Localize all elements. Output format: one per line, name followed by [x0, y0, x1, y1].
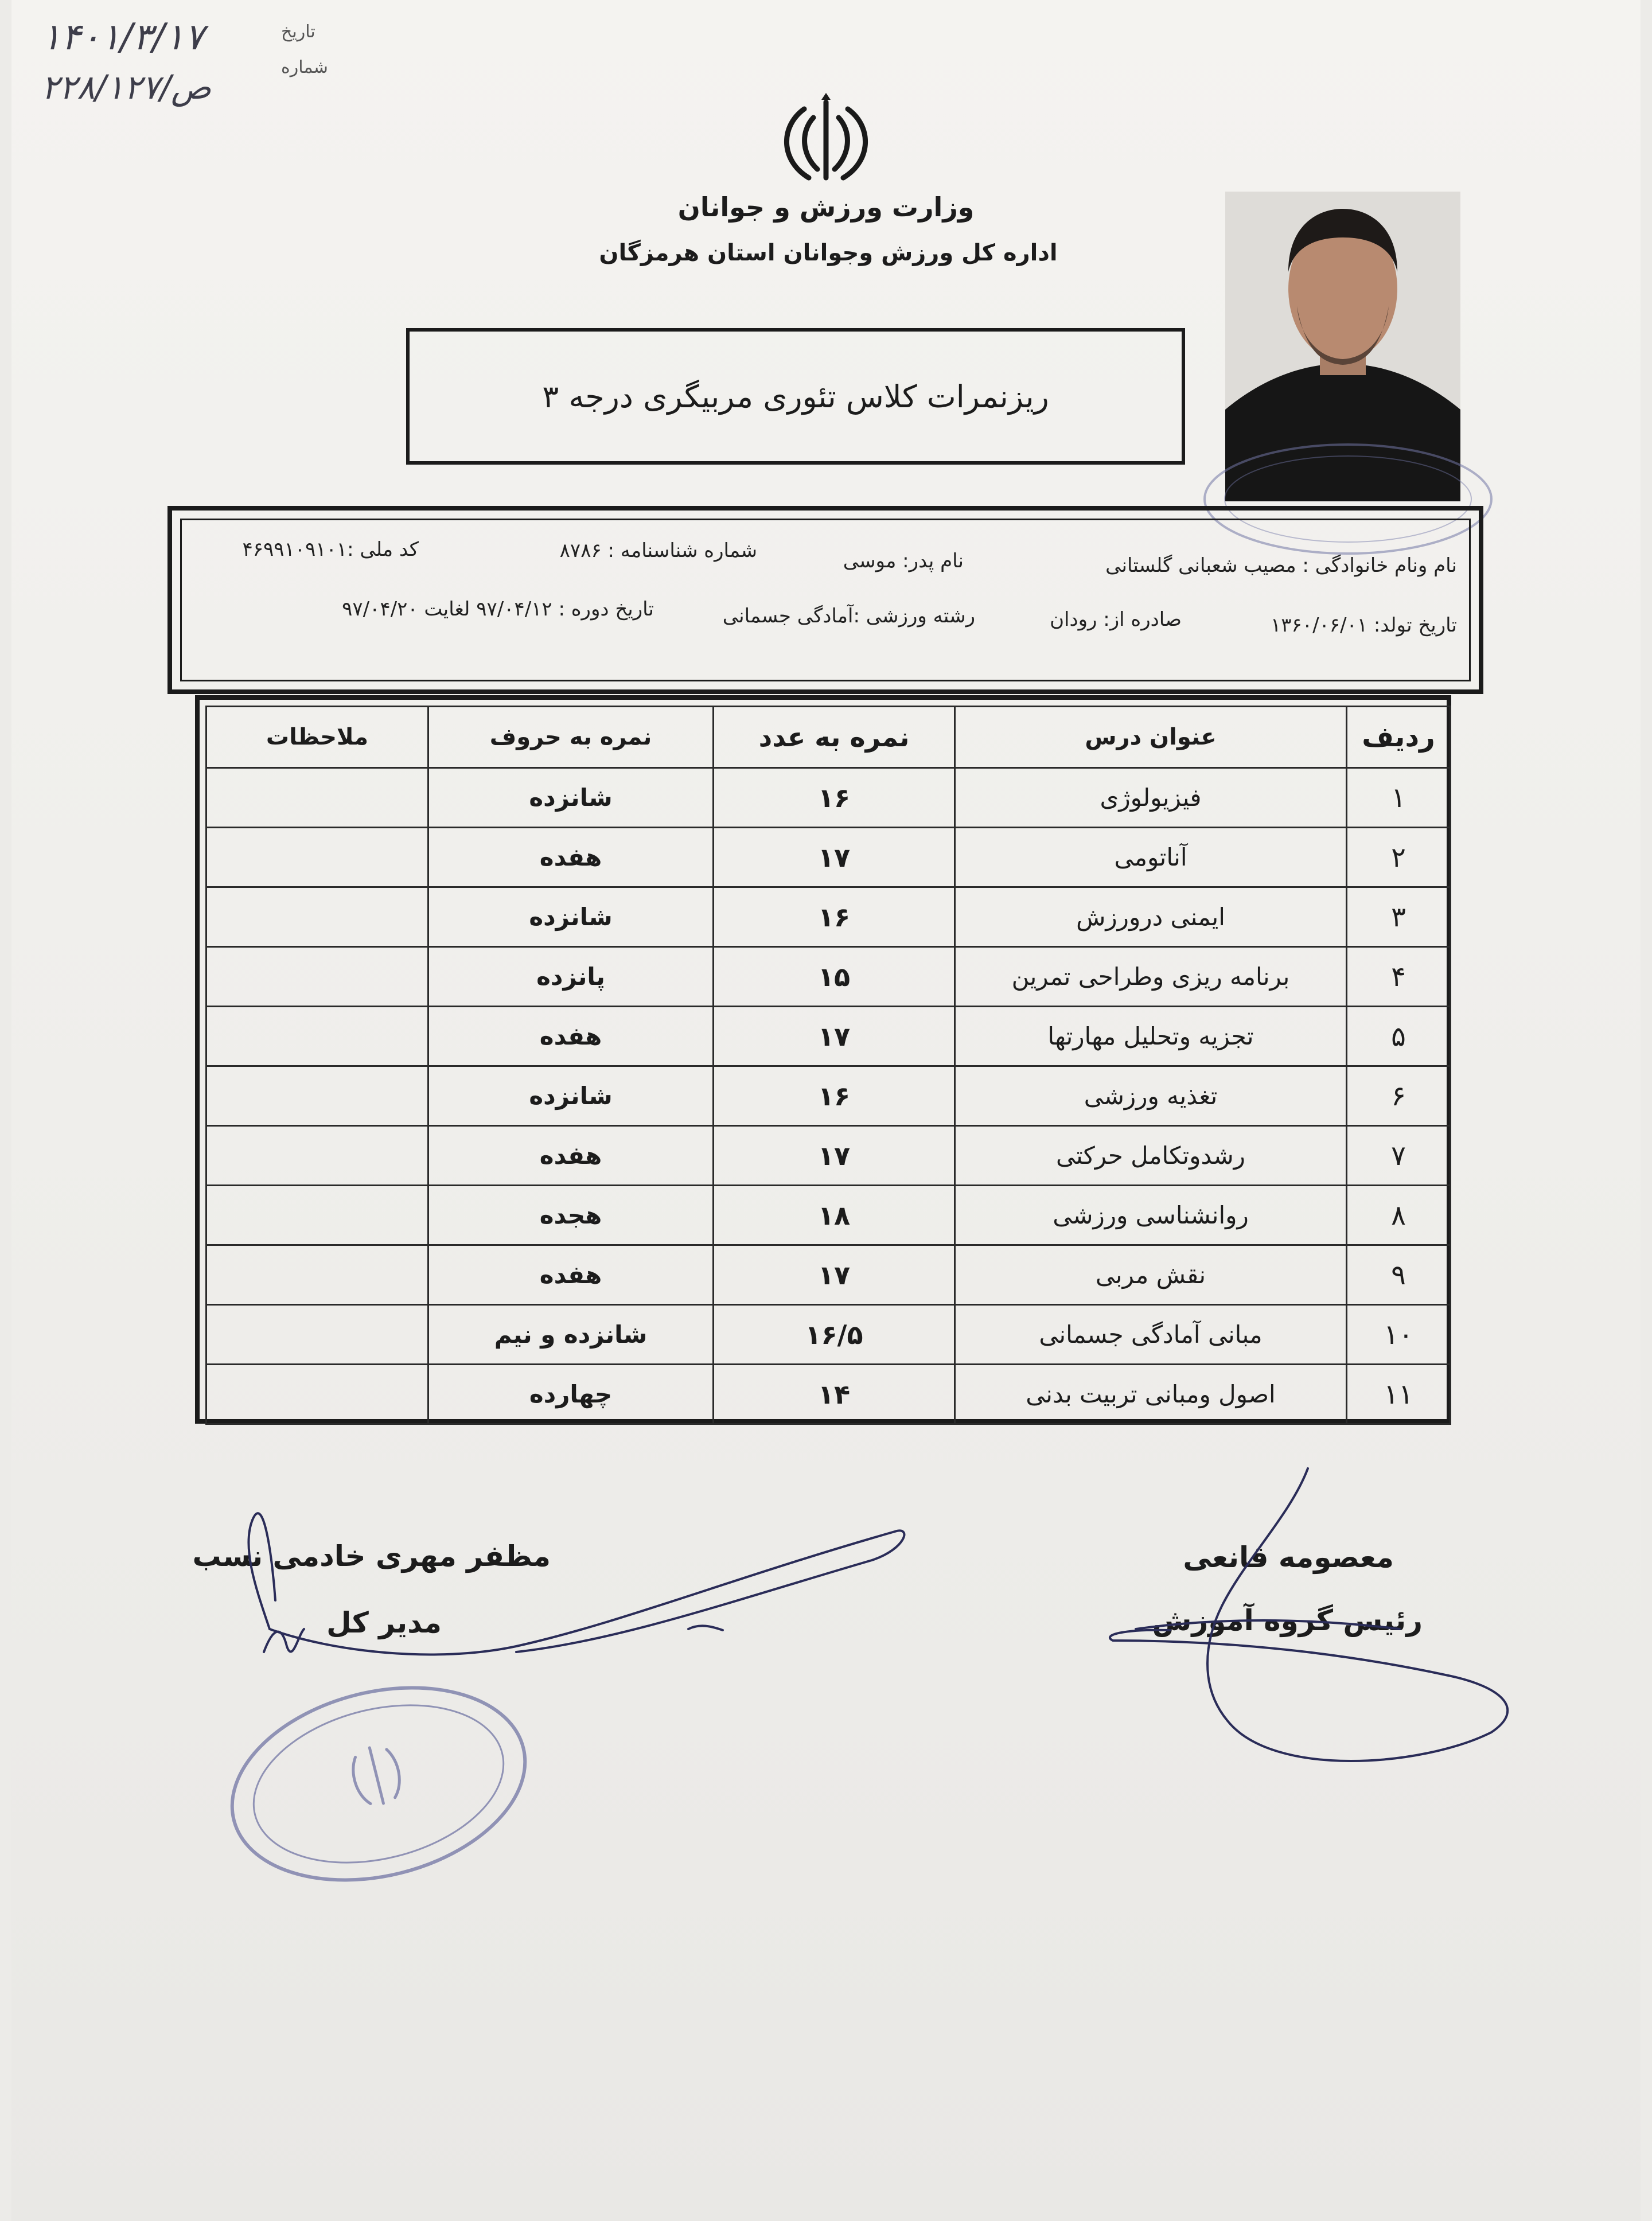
- grade-words-cell: شانزده: [428, 768, 714, 828]
- grade-notes-cell: [206, 1007, 428, 1066]
- header-row-number: ردیف: [1347, 707, 1451, 768]
- grade-number-cell: ۱۷: [714, 1245, 955, 1305]
- table-row: [206, 828, 1451, 887]
- table-row: [206, 887, 1451, 947]
- grade-words-cell: پانزده: [428, 947, 714, 1007]
- grade-notes-cell: [206, 1066, 428, 1126]
- header-notes: ملاحظات: [206, 707, 428, 768]
- row-number-cell: ۲: [1347, 828, 1451, 887]
- grade-number-cell: ۱۶: [714, 768, 955, 828]
- director-name: مظفر مهری خادمی نسب: [192, 1540, 551, 1573]
- course-period: تاریخ دوره : ۹۷/۰۴/۱۲ لغایت ۹۷/۰۴/۲۰: [342, 598, 654, 621]
- number-value: ۲۲۸/ص/۱۲۷: [41, 68, 212, 107]
- header-course-title: عنوان درس: [955, 707, 1347, 768]
- course-title-cell: رشدوتکامل حرکتی: [955, 1126, 1347, 1186]
- table-row: [206, 1305, 1451, 1365]
- grade-words-cell: شانزده: [428, 1066, 714, 1126]
- table-row: [206, 1186, 1451, 1245]
- official-stamp-icon: [212, 1675, 545, 1893]
- grade-notes-cell: [206, 1186, 428, 1245]
- grades-table: [205, 706, 1451, 1425]
- row-number-cell: ۶: [1347, 1066, 1451, 1126]
- course-title-cell: تجزیه وتحلیل مهارتها: [955, 1007, 1347, 1066]
- course-title-cell: اصول ومبانی تربیت بدنی: [955, 1365, 1347, 1424]
- table-row: [206, 768, 1451, 828]
- birth-date: تاریخ تولد: ۱۳۶۰/۰۶/۰۱: [1271, 614, 1457, 637]
- education-head-role: رئیس گروه آموزش: [1152, 1604, 1423, 1637]
- grade-words-cell: هفده: [428, 1126, 714, 1186]
- grade-words-cell: هفده: [428, 1245, 714, 1305]
- date-value: ۱۴۰۱/۳/۱۷: [41, 16, 204, 59]
- grade-words-cell: هجده: [428, 1186, 714, 1245]
- father-name: نام پدر: موسی: [843, 550, 964, 572]
- director-role: مدیر کل: [326, 1606, 442, 1639]
- table-row: [206, 1066, 1451, 1126]
- row-number-cell: ۳: [1347, 887, 1451, 947]
- grade-words-cell: چهارده: [428, 1365, 714, 1424]
- course-title-cell: روانشناسی ورزشی: [955, 1186, 1347, 1245]
- course-title-cell: برنامه ریزی وطراحی تمرین: [955, 947, 1347, 1007]
- grade-number-cell: ۱۷: [714, 1007, 955, 1066]
- row-number-cell: ۷: [1347, 1126, 1451, 1186]
- grade-words-cell: شانزده: [428, 887, 714, 947]
- education-head-signature-icon: [1101, 1445, 1526, 1801]
- national-id: کد ملی :۴۶۹۹۱۰۹۱۰۱: [242, 538, 419, 561]
- ministry-name: وزارت ورزش و جوانان: [677, 192, 975, 223]
- table-row: [206, 1245, 1451, 1305]
- table-row: [206, 1365, 1451, 1424]
- row-number-cell: ۱: [1347, 768, 1451, 828]
- table-row: [206, 1007, 1451, 1066]
- course-title-cell: فیزیولوژی: [955, 768, 1347, 828]
- issued-place: صادره از: رودان: [1050, 608, 1182, 631]
- grade-notes-cell: [206, 828, 428, 887]
- header-grade-number: نمره به عدد: [714, 707, 955, 768]
- grade-number-cell: ۱۴: [714, 1365, 955, 1424]
- grade-notes-cell: [206, 1126, 428, 1186]
- grade-notes-cell: [206, 1245, 428, 1305]
- row-number-cell: ۵: [1347, 1007, 1451, 1066]
- grades-table-frame: [195, 695, 1451, 1424]
- grade-notes-cell: [206, 1305, 428, 1365]
- table-row: [206, 1126, 1451, 1186]
- course-title-cell: مبانی آمادگی جسمانی: [955, 1305, 1347, 1365]
- office-name: اداره کل ورزش وجوانان استان هرمزگان: [599, 240, 1058, 266]
- sport-field: رشته ورزشی :آمادگی جسمانی: [722, 605, 975, 628]
- grade-number-cell: ۱۸: [714, 1186, 955, 1245]
- course-title-cell: ایمنی درورزش: [955, 887, 1347, 947]
- grade-notes-cell: [206, 768, 428, 828]
- date-label: تاریخ: [281, 22, 315, 42]
- course-title-cell: نقش مربی: [955, 1245, 1347, 1305]
- row-number-cell: ۱۰: [1347, 1305, 1451, 1365]
- grade-words-cell: هفده: [428, 828, 714, 887]
- iran-emblem-icon: [769, 92, 883, 189]
- table-row: [206, 947, 1451, 1007]
- grade-notes-cell: [206, 947, 428, 1007]
- grade-notes-cell: [206, 1365, 428, 1424]
- grade-number-cell: ۱۶/۵: [714, 1305, 955, 1365]
- grade-notes-cell: [206, 887, 428, 947]
- grade-words-cell: هفده: [428, 1007, 714, 1066]
- row-number-cell: ۱۱: [1347, 1365, 1451, 1424]
- course-title-cell: آناتومی: [955, 828, 1347, 887]
- document-title-text: ریزنمرات کلاس تئوری مربیگری درجه ۳: [542, 378, 1049, 415]
- row-number-cell: ۹: [1347, 1245, 1451, 1305]
- grade-number-cell: ۱۵: [714, 947, 955, 1007]
- birth-certificate-number: شماره شناسنامه : ۸۷۸۶: [559, 539, 757, 562]
- document-title: [406, 328, 1185, 465]
- grade-number-cell: ۱۷: [714, 828, 955, 887]
- table-header-row: [206, 707, 1451, 768]
- header-grade-words: نمره به حروف: [428, 707, 714, 768]
- student-name: نام ونام خانوادگی : مصیب شعبانی گلستانی: [1105, 554, 1457, 577]
- grade-number-cell: ۱۶: [714, 887, 955, 947]
- course-title-cell: تغذیه ورزشی: [955, 1066, 1347, 1126]
- number-label: شماره: [281, 57, 328, 77]
- grade-number-cell: ۱۶: [714, 1066, 955, 1126]
- row-number-cell: ۴: [1347, 947, 1451, 1007]
- education-head-name: معصومه قانعی: [1183, 1541, 1394, 1574]
- row-number-cell: ۸: [1347, 1186, 1451, 1245]
- grade-words-cell: شانزده و نیم: [428, 1305, 714, 1365]
- grade-number-cell: ۱۷: [714, 1126, 955, 1186]
